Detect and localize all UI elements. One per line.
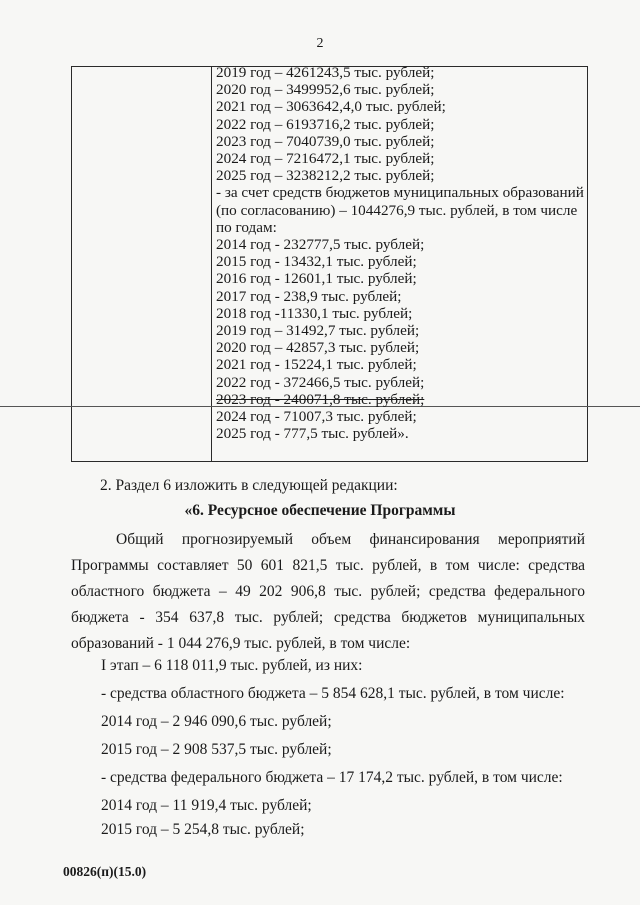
table-line: 2017 год - 238,9 тыс. рублей;: [216, 287, 402, 305]
table-line: 2021 год – 3063642,4,0 тыс. рублей;: [216, 98, 446, 116]
table-line-struck: 2023 год - 240071,8 тыс. рублей;: [216, 390, 425, 408]
table-line: 2025 год – 3238212,2 тыс. рублей;: [216, 167, 435, 185]
table-line: 2019 год – 31492,7 тыс. рублей;: [216, 322, 420, 340]
body-line: 2015 год – 5 254,8 тыс. рублей;: [101, 821, 305, 838]
table-column-divider: [211, 66, 212, 462]
table-line: 2019 год – 4261243,5 тыс. рублей;: [216, 64, 435, 81]
document-code: 00826(п)(15.0): [63, 864, 147, 879]
table-line: 2018 год -11330,1 тыс. рублей;: [216, 304, 413, 322]
funding-paragraph: [71, 527, 585, 657]
body-line: 2015 год – 2 908 537,5 тыс. рублей;: [101, 741, 332, 758]
table-line: 2023 год – 7040739,0 тыс. рублей;: [216, 132, 435, 150]
table-line-municipal-budget: - за счет средств бюджетов муниципальных образований (по согласованию) – 1044276,9 тыс. рублей, в том числе по годам:: [216, 184, 584, 236]
table-line: 2025 год - 777,5 тыс. рублей».: [216, 425, 409, 443]
page-number: 2: [316, 36, 324, 51]
body-line: - средства федерального бюджета – 17 174,2 тыс. рублей, в том числе:: [101, 769, 563, 786]
amendment-item: 2. Раздел 6 изложить в следующей редакции:: [100, 477, 398, 494]
table-line: 2020 год – 42857,3 тыс. рублей;: [216, 339, 420, 357]
table-line: 2020 год – 3499952,6 тыс. рублей;: [216, 81, 435, 99]
table-line: 2022 год - 372466,5 тыс. рублей;: [216, 373, 425, 391]
body-line: 2014 год – 11 919,4 тыс. рублей;: [101, 797, 312, 814]
table-line: 2024 год - 71007,3 тыс. рублей;: [216, 408, 417, 426]
body-line: 2014 год – 2 946 090,6 тыс. рублей;: [101, 713, 332, 730]
table-funding-lines: [216, 64, 586, 442]
table-line: 2021 год - 15224,1 тыс. рублей;: [216, 356, 417, 374]
body-line: - средства областного бюджета – 5 854 628,1 тыс. рублей, в том числе:: [101, 685, 565, 702]
table-line: 2024 год – 7216472,1 тыс. рублей;: [216, 150, 435, 168]
paragraph-text: Общий прогнозируемый объем финансирования мероприятий Программы составляет 50 601 821,5 тыс. рублей, в том числе: средства областного бюджета – 49 202 906,8 тыс. рублей; средства федерального бюджета - 354 637,8 тыс. рублей; средства бюджетов муниципальных образований - 1 044 276,9 тыс. рублей, в том числе:: [71, 531, 585, 652]
table-line: 2014 год - 232777,5 тыс. рублей;: [216, 236, 425, 254]
section-heading: «6. Ресурсное обеспечение Программы: [184, 502, 456, 519]
table-line: 2022 год – 6193716,2 тыс. рублей;: [216, 115, 435, 133]
body-line: I этап – 6 118 011,9 тыс. рублей, из них:: [101, 657, 363, 674]
table-line: 2016 год - 12601,1 тыс. рублей;: [216, 270, 417, 288]
table-line: 2015 год - 13432,1 тыс. рублей;: [216, 253, 417, 271]
